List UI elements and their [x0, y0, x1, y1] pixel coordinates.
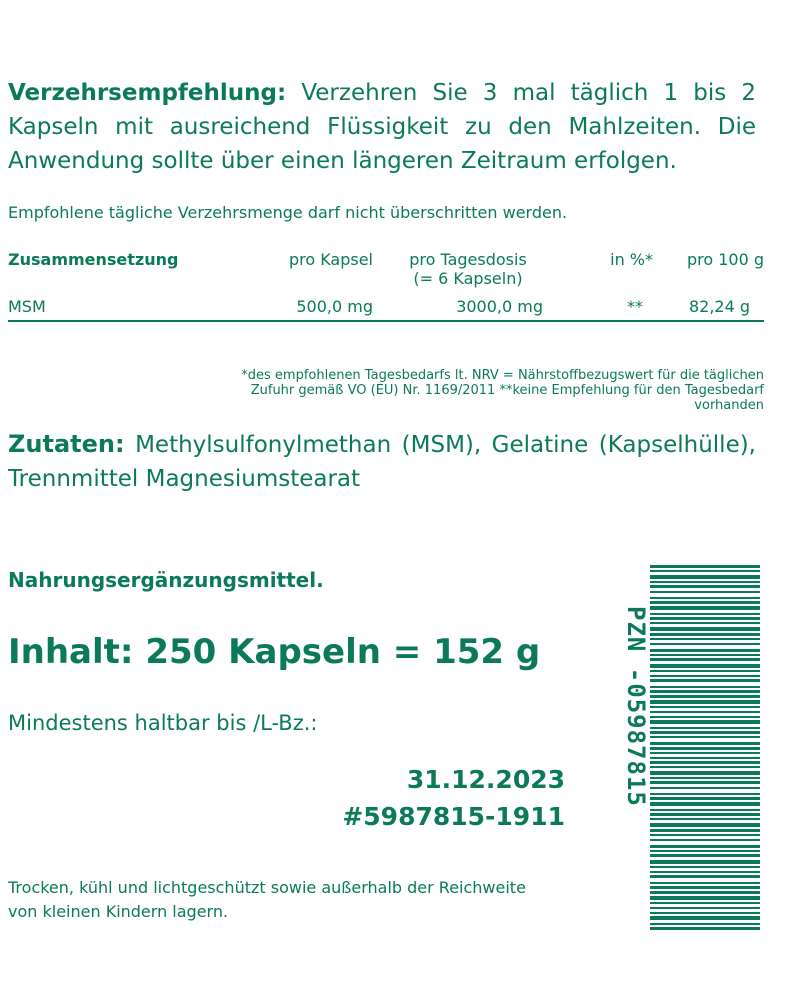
- barcode-bar: [650, 839, 760, 841]
- barcode-bar: [650, 565, 760, 568]
- barcode-bar: [650, 823, 760, 827]
- header-per-capsule: pro Kapsel: [288, 250, 373, 269]
- barcode-bar: [650, 706, 760, 708]
- barcode-bar: [650, 716, 760, 718]
- usage-label: Verzehrsempfehlung:: [8, 80, 287, 106]
- barcode-bar: [650, 902, 760, 904]
- barcode-bar: [650, 747, 760, 750]
- barcode-bar: [650, 907, 760, 909]
- barcode-bar: [650, 686, 760, 688]
- storage-line1: Trocken, kühl und lichtgeschützt sowie außerhalb der Reichweite: [8, 878, 526, 897]
- barcode-bar: [650, 597, 760, 599]
- barcode-bar: [650, 818, 760, 820]
- row-name: MSM: [8, 288, 238, 321]
- barcode-bar: [650, 871, 760, 873]
- barcode-bar: [650, 585, 760, 588]
- barcode-bar: [650, 854, 760, 857]
- ingredients-text: Methylsulfonylmethan (MSM), Gelatine (Kapselhülle), Trennmittel Magnesiumstearat: [8, 432, 756, 492]
- header-composition: Zusammensetzung: [8, 250, 179, 269]
- barcode-bar: [650, 731, 760, 734]
- barcode-bar: [650, 866, 760, 868]
- barcode-bar: [650, 690, 760, 693]
- barcode-bar: [650, 766, 760, 768]
- barcode-bar: [650, 761, 760, 764]
- barcode-bar: [650, 613, 760, 615]
- usage-recommendation: [8, 76, 756, 178]
- row-per-daily: 3000,0 mg: [373, 288, 563, 321]
- barcode-bar: [650, 711, 760, 713]
- barcode-bar: [650, 736, 760, 738]
- row-per-capsule: 500,0 mg: [238, 288, 373, 321]
- barcode-bar: [650, 643, 760, 645]
- barcode-bar: [650, 797, 760, 800]
- usage-text: Verzehren Sie 3 mal täglich 1 bis 2 Kapseln mit ausreichend Flüssigkeit zu den Mahlzeiten. Die Anwendung sollte über einen längeren Zeitraum erfolgen.: [8, 80, 756, 174]
- barcode-bar: [650, 860, 760, 864]
- barcode-bar: [650, 916, 760, 920]
- barcode-bar: [650, 777, 760, 779]
- storage-instructions: [8, 876, 598, 924]
- row-percent: **: [563, 288, 653, 321]
- barcode-bar: [650, 793, 760, 795]
- row-per-100g: 82,24 g: [653, 288, 764, 321]
- barcode-bar: [650, 912, 760, 914]
- barcode-bar: [650, 670, 760, 672]
- barcode-bar: [650, 834, 760, 836]
- barcode-bar: [650, 654, 760, 656]
- barcode-bar: [650, 581, 760, 583]
- barcode-bar: [650, 829, 760, 832]
- barcode-bar: [650, 781, 760, 784]
- barcode-bar: [650, 658, 760, 661]
- barcode-bar: [650, 570, 760, 572]
- barcode-bar: [650, 664, 760, 668]
- barcode: [650, 565, 760, 931]
- barcode-bar: [650, 757, 760, 759]
- ingredients: [8, 427, 756, 496]
- barcode-bar: [650, 575, 760, 579]
- composition-table: [8, 250, 764, 322]
- barcode-bar: [650, 720, 760, 724]
- barcode-bar: [650, 771, 760, 775]
- barcode-bar: [650, 742, 760, 745]
- barcode-bar: [650, 927, 760, 930]
- barcode-bar: [650, 695, 760, 698]
- barcode-bar: [650, 727, 760, 729]
- barcode-bar: [650, 700, 760, 704]
- barcode-bar: [650, 886, 760, 889]
- barcode-bar: [650, 601, 760, 604]
- barcode-bar: [650, 923, 760, 925]
- lot-number: #5987815-1911: [342, 802, 565, 831]
- barcode-bar: [650, 845, 760, 848]
- barcode-bar: [650, 813, 760, 816]
- footnote: [50, 368, 764, 413]
- barcode-bar: [650, 679, 760, 682]
- header-percent: in %*: [610, 250, 653, 269]
- product-category: Nahrungsergänzungsmittel.: [8, 568, 324, 592]
- header-per-daily: pro Tagesdosis (= 6 Kapseln): [409, 250, 527, 288]
- ingredients-label: Zutaten:: [8, 430, 125, 458]
- footnote-line2: Zufuhr gemäß VO (EU) Nr. 1169/2011 **keine Empfehlung für den Tagesbedarf: [250, 383, 764, 398]
- barcode-bar: [650, 591, 760, 593]
- header-per-100g: pro 100 g: [686, 250, 764, 269]
- footnote-line3: vorhanden: [694, 398, 764, 413]
- barcode-bar: [650, 638, 760, 640]
- barcode-bar: [650, 622, 760, 624]
- barcode-bar: [650, 850, 760, 852]
- barcode-bar: [650, 752, 760, 754]
- barcode-bar: [650, 675, 760, 677]
- content-amount: Inhalt: 250 Kapseln = 152 g: [8, 632, 541, 672]
- barcode-bar: [650, 627, 760, 631]
- barcode-bar: [650, 802, 760, 806]
- best-before-date: 31.12.2023: [406, 765, 565, 794]
- barcode-bar: [650, 882, 760, 884]
- barcode-bar: [650, 606, 760, 610]
- best-before-label: Mindestens haltbar bis /L-Bz.:: [8, 711, 318, 735]
- barcode-bar: [650, 891, 760, 894]
- barcode-bar: [650, 649, 760, 652]
- barcode-bar: [650, 875, 760, 878]
- table-row: [8, 288, 764, 321]
- barcode-bar: [650, 809, 760, 811]
- barcode-bar: [650, 896, 760, 900]
- limit-note: Empfohlene tägliche Verzehrsmenge darf nicht überschritten werden.: [8, 203, 568, 222]
- pzn-code: PZN -05987815: [622, 606, 650, 807]
- storage-line2: von kleinen Kindern lagern.: [8, 902, 229, 921]
- barcode-bar: [650, 617, 760, 620]
- footnote-line1: *des empfohlenen Tagesbedarfs lt. NRV = Nährstoffbezugswert für die täglichen: [241, 368, 764, 383]
- barcode-bar: [650, 787, 760, 789]
- composition-header-row: [8, 250, 764, 288]
- barcode-bar: [650, 633, 760, 636]
